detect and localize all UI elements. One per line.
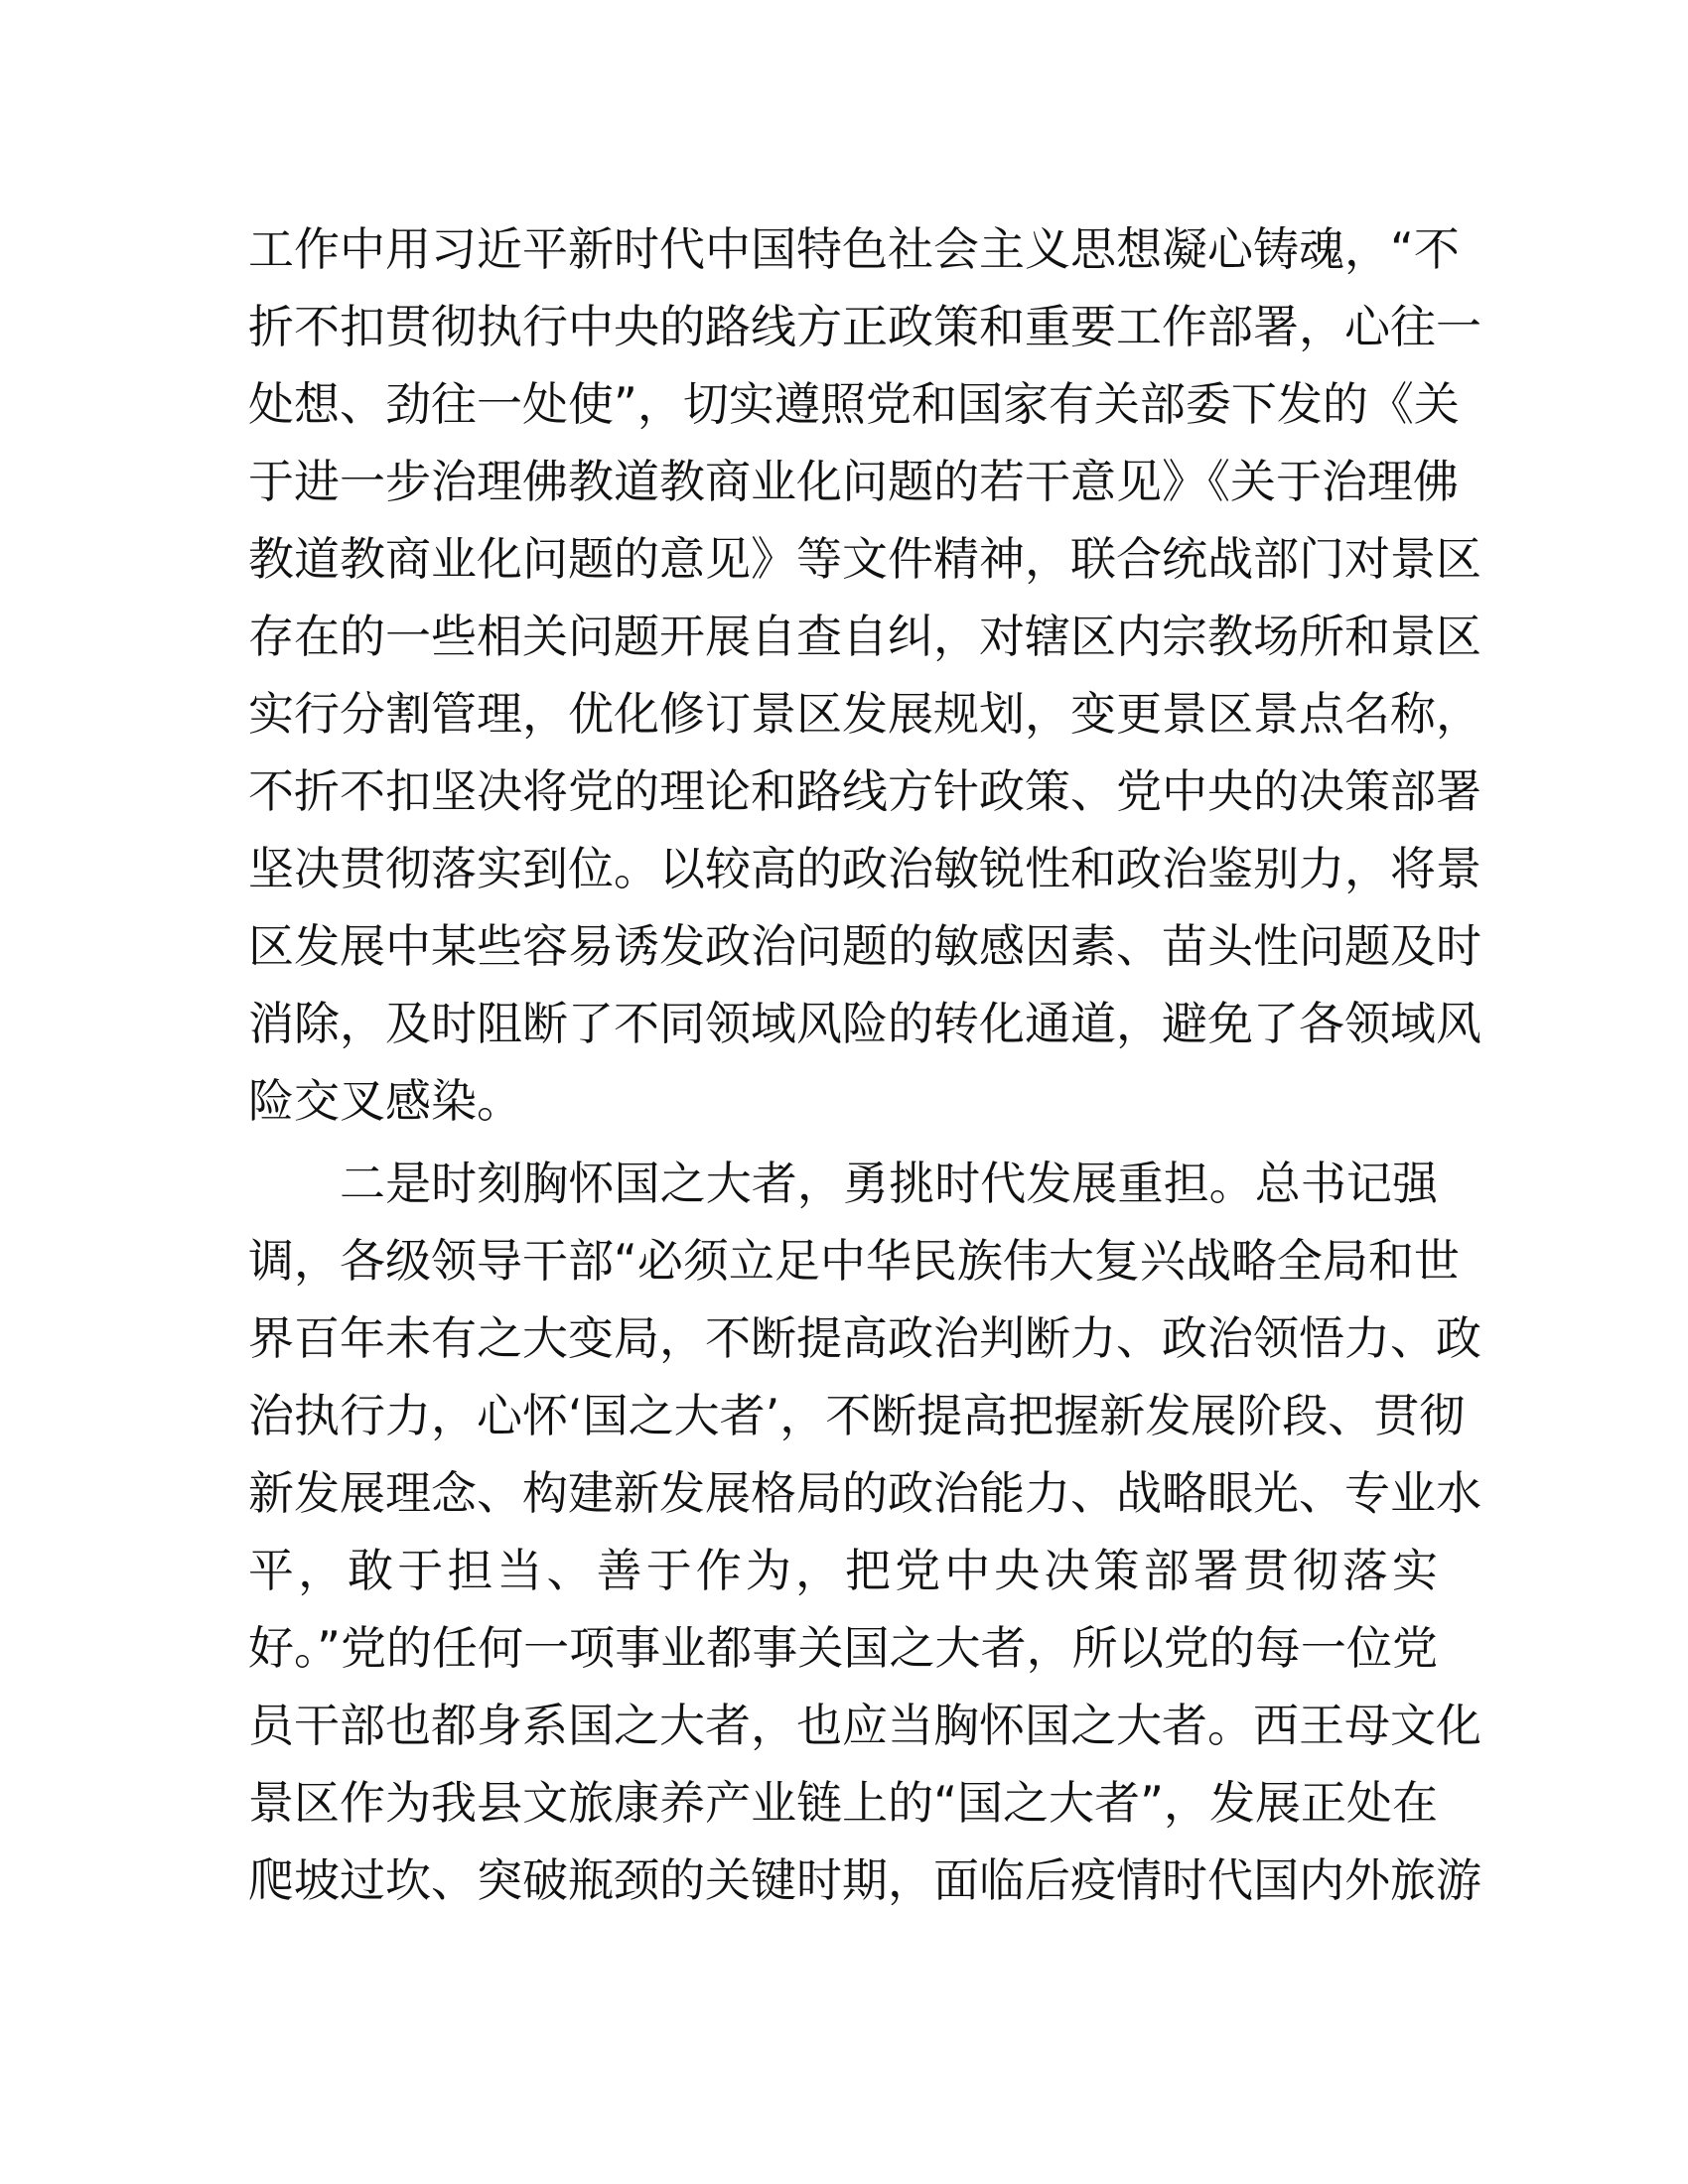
text-line: 员干部也都身系国之大者，也应当胸怀国之大者。西王母文化: [248, 1699, 1481, 1752]
text-line: 教道教商业化问题的意见》等文件精神，联合统战部门对景区: [248, 532, 1481, 586]
text-line: 治执行力，心怀‘国之大者’，不断提高把握新发展阶段、贯彻: [248, 1389, 1466, 1442]
text-line: 坚决贯彻落实到位。以较高的政治敏锐性和政治鉴别力，将景: [248, 842, 1481, 895]
text-line: 实行分割管理，优化修订景区发展规划，变更景区景点名称，: [248, 687, 1481, 741]
text-line: 好。”党的任何一项事业都事关国之大者，所以党的每一位党: [248, 1621, 1438, 1675]
text-line: 景区作为我县文旅康养产业链上的“国之大者”，发展正处在: [248, 1776, 1438, 1830]
text-line: 存在的一些相关问题开展自查自纠，对辖区内宗教场所和景区: [248, 610, 1481, 663]
text-line: 平，敢于担当、善于作为，把党中央决策部署贯彻落实: [248, 1544, 1438, 1597]
paragraph-1: [248, 210, 1481, 1140]
text-line: 处想、劲往一处使”，切实遵照党和国家有关部委下发的《关: [248, 377, 1460, 431]
text-line: 折不扣贯彻执行中央的路线方正政策和重要工作部署，心往一: [248, 300, 1481, 353]
text-line: 不折不扣坚决将党的理论和路线方针政策、党中央的决策部署: [248, 764, 1481, 818]
text-line: 调，各级领导干部“必须立足中华民族伟大复兴战略全局和世: [248, 1234, 1460, 1288]
paragraph-2: [248, 1145, 1481, 1919]
text-line: 二是时刻胸怀国之大者，勇挑时代发展重担。总书记强: [340, 1157, 1438, 1210]
text-line: 消除，及时阻断了不同领域风险的转化通道，避免了各领域风: [248, 997, 1481, 1050]
text-line: 工作中用习近平新时代中国特色社会主义思想凝心铸魂，“不: [248, 222, 1460, 276]
text-line: 区发展中某些容易诱发政治问题的敏感因素、苗头性问题及时: [248, 919, 1481, 973]
text-line: 于进一步治理佛教道教商业化问题的若干意见》《关于治理佛: [248, 455, 1459, 508]
text-line: 爬坡过坎、突破瓶颈的关键时期，面临后疫情时代国内外旅游: [248, 1853, 1481, 1907]
text-line: 界百年未有之大变局，不断提高政治判断力、政治领悟力、政: [248, 1311, 1481, 1365]
text-line: 险交叉感染。: [248, 1074, 522, 1128]
text-line: 新发展理念、构建新发展格局的政治能力、战略眼光、专业水: [248, 1466, 1481, 1520]
